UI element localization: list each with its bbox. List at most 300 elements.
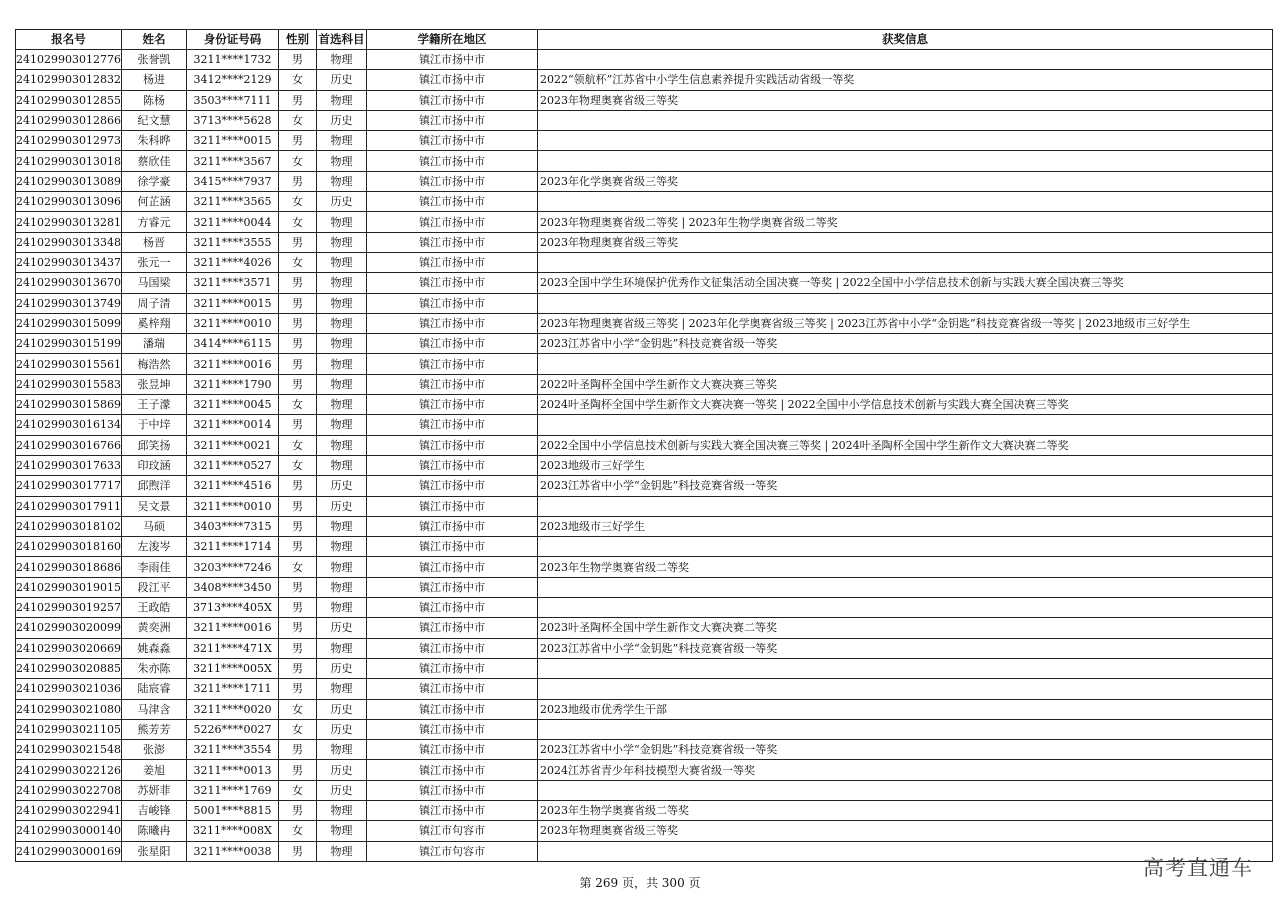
table-row bbox=[16, 496, 1273, 516]
gender-cell: 男 bbox=[278, 374, 316, 394]
awards-cell bbox=[537, 496, 1272, 516]
id-no-cell: 3211****0044 bbox=[186, 212, 278, 232]
reg-no-cell: 241029903012855 bbox=[16, 90, 122, 110]
gender-cell: 女 bbox=[278, 252, 316, 272]
name-cell: 王政皓 bbox=[121, 598, 186, 618]
reg-no-cell: 241029903021548 bbox=[16, 740, 122, 760]
table-row bbox=[16, 800, 1273, 820]
subject-cell: 物理 bbox=[316, 598, 366, 618]
awards-cell bbox=[537, 131, 1272, 151]
awards-cell bbox=[537, 50, 1272, 70]
subject-cell: 物理 bbox=[316, 577, 366, 597]
id-no-cell: 3503****7111 bbox=[186, 90, 278, 110]
table-row bbox=[16, 354, 1273, 374]
table-row bbox=[16, 699, 1273, 719]
gender-cell: 男 bbox=[278, 800, 316, 820]
name-cell: 方睿元 bbox=[121, 212, 186, 232]
gender-cell: 男 bbox=[278, 679, 316, 699]
table-row bbox=[16, 171, 1273, 191]
reg-no-cell: 241029903019257 bbox=[16, 598, 122, 618]
awards-cell: 2023年物理奥赛省级三等奖 bbox=[537, 90, 1272, 110]
gender-cell: 男 bbox=[278, 658, 316, 678]
name-cell: 邱煦洋 bbox=[121, 476, 186, 496]
subject-cell: 历史 bbox=[316, 719, 366, 739]
name-cell: 杨进 bbox=[121, 70, 186, 90]
name-cell: 邱笑扬 bbox=[121, 435, 186, 455]
table-row bbox=[16, 313, 1273, 333]
region-cell: 镇江市扬中市 bbox=[366, 760, 537, 780]
table-row bbox=[16, 212, 1273, 232]
subject-cell: 物理 bbox=[316, 435, 366, 455]
table-row bbox=[16, 841, 1273, 861]
reg-no-cell: 241029903022126 bbox=[16, 760, 122, 780]
id-no-cell: 3211****0014 bbox=[186, 415, 278, 435]
table-row bbox=[16, 110, 1273, 130]
gender-cell: 女 bbox=[278, 435, 316, 455]
header-gender: 性别 bbox=[278, 30, 316, 50]
subject-cell: 物理 bbox=[316, 374, 366, 394]
name-cell: 于中垶 bbox=[121, 415, 186, 435]
id-no-cell: 3211****0013 bbox=[186, 760, 278, 780]
awards-cell: 2023年物理奥赛省级三等奖 bbox=[537, 232, 1272, 252]
reg-no-cell: 241029903021036 bbox=[16, 679, 122, 699]
id-no-cell: 3713****5628 bbox=[186, 110, 278, 130]
header-id-no: 身份证号码 bbox=[186, 30, 278, 50]
name-cell: 徐学豪 bbox=[121, 171, 186, 191]
id-no-cell: 3408****3450 bbox=[186, 577, 278, 597]
awards-cell: 2023年物理奥赛省级三等奖 bbox=[537, 821, 1272, 841]
gender-cell: 男 bbox=[278, 334, 316, 354]
awards-cell: 2023江苏省中小学“金钥匙”科技竞赛省级一等奖 bbox=[537, 638, 1272, 658]
id-no-cell: 5226****0027 bbox=[186, 719, 278, 739]
reg-no-cell: 241029903021080 bbox=[16, 699, 122, 719]
region-cell: 镇江市句容市 bbox=[366, 821, 537, 841]
reg-no-cell: 241029903015583 bbox=[16, 374, 122, 394]
gender-cell: 女 bbox=[278, 821, 316, 841]
table-row bbox=[16, 821, 1273, 841]
table-row bbox=[16, 90, 1273, 110]
table-row bbox=[16, 455, 1273, 475]
table-row bbox=[16, 638, 1273, 658]
name-cell: 奚梓翔 bbox=[121, 313, 186, 333]
name-cell: 杨晋 bbox=[121, 232, 186, 252]
gender-cell: 女 bbox=[278, 719, 316, 739]
gender-cell: 女 bbox=[278, 395, 316, 415]
name-cell: 姜旭 bbox=[121, 760, 186, 780]
reg-no-cell: 241029903019015 bbox=[16, 577, 122, 597]
region-cell: 镇江市扬中市 bbox=[366, 90, 537, 110]
region-cell: 镇江市扬中市 bbox=[366, 679, 537, 699]
subject-cell: 物理 bbox=[316, 395, 366, 415]
gender-cell: 男 bbox=[278, 293, 316, 313]
region-cell: 镇江市扬中市 bbox=[366, 131, 537, 151]
subject-cell: 物理 bbox=[316, 557, 366, 577]
reg-no-cell: 241029903012776 bbox=[16, 50, 122, 70]
reg-no-cell: 241029903018686 bbox=[16, 557, 122, 577]
gender-cell: 男 bbox=[278, 50, 316, 70]
subject-cell: 物理 bbox=[316, 171, 366, 191]
region-cell: 镇江市扬中市 bbox=[366, 577, 537, 597]
name-cell: 纪文慧 bbox=[121, 110, 186, 130]
id-no-cell: 3211****008X bbox=[186, 821, 278, 841]
gender-cell: 女 bbox=[278, 212, 316, 232]
table-row bbox=[16, 435, 1273, 455]
id-no-cell: 3211****0016 bbox=[186, 618, 278, 638]
table-row bbox=[16, 598, 1273, 618]
subject-cell: 历史 bbox=[316, 780, 366, 800]
reg-no-cell: 241029903018160 bbox=[16, 537, 122, 557]
subject-cell: 历史 bbox=[316, 699, 366, 719]
subject-cell: 物理 bbox=[316, 313, 366, 333]
reg-no-cell: 241029903022708 bbox=[16, 780, 122, 800]
subject-cell: 物理 bbox=[316, 232, 366, 252]
awards-cell: 2024江苏省青少年科技模型大赛省级一等奖 bbox=[537, 760, 1272, 780]
awards-cell: 2023年生物学奥赛省级二等奖 bbox=[537, 557, 1272, 577]
region-cell: 镇江市扬中市 bbox=[366, 780, 537, 800]
reg-no-cell: 241029903020885 bbox=[16, 658, 122, 678]
awards-cell: 2022“领航杯”江苏省中小学生信息素养提升实践活动省级一等奖 bbox=[537, 70, 1272, 90]
table-row bbox=[16, 415, 1273, 435]
reg-no-cell: 241029903018102 bbox=[16, 516, 122, 536]
subject-cell: 物理 bbox=[316, 821, 366, 841]
region-cell: 镇江市扬中市 bbox=[366, 658, 537, 678]
region-cell: 镇江市扬中市 bbox=[366, 598, 537, 618]
reg-no-cell: 241029903013670 bbox=[16, 273, 122, 293]
region-cell: 镇江市扬中市 bbox=[366, 374, 537, 394]
awards-cell: 2023叶圣陶杯全国中学生新作文大赛决赛二等奖 bbox=[537, 618, 1272, 638]
region-cell: 镇江市扬中市 bbox=[366, 537, 537, 557]
id-no-cell: 3412****2129 bbox=[186, 70, 278, 90]
id-no-cell: 3211****0015 bbox=[186, 131, 278, 151]
awards-cell: 2023江苏省中小学“金钥匙”科技竞赛省级一等奖 bbox=[537, 334, 1272, 354]
name-cell: 印玟涵 bbox=[121, 455, 186, 475]
gender-cell: 男 bbox=[278, 598, 316, 618]
id-no-cell: 3211****3571 bbox=[186, 273, 278, 293]
name-cell: 张澎 bbox=[121, 740, 186, 760]
name-cell: 张誉凯 bbox=[121, 50, 186, 70]
region-cell: 镇江市扬中市 bbox=[366, 476, 537, 496]
awards-cell bbox=[537, 192, 1272, 212]
region-cell: 镇江市扬中市 bbox=[366, 557, 537, 577]
subject-cell: 物理 bbox=[316, 537, 366, 557]
id-no-cell: 3211****0021 bbox=[186, 435, 278, 455]
id-no-cell: 3403****7315 bbox=[186, 516, 278, 536]
awards-cell bbox=[537, 577, 1272, 597]
gender-cell: 女 bbox=[278, 70, 316, 90]
awards-cell bbox=[537, 537, 1272, 557]
subject-cell: 物理 bbox=[316, 151, 366, 171]
header-region: 学籍所在地区 bbox=[366, 30, 537, 50]
reg-no-cell: 241029903013018 bbox=[16, 151, 122, 171]
gender-cell: 男 bbox=[278, 618, 316, 638]
reg-no-cell: 241029903017911 bbox=[16, 496, 122, 516]
gender-cell: 男 bbox=[278, 476, 316, 496]
table-row bbox=[16, 151, 1273, 171]
region-cell: 镇江市扬中市 bbox=[366, 252, 537, 272]
gender-cell: 女 bbox=[278, 557, 316, 577]
reg-no-cell: 241029903013437 bbox=[16, 252, 122, 272]
id-no-cell: 3211****471X bbox=[186, 638, 278, 658]
region-cell: 镇江市扬中市 bbox=[366, 192, 537, 212]
region-cell: 镇江市扬中市 bbox=[366, 496, 537, 516]
gender-cell: 女 bbox=[278, 151, 316, 171]
gender-cell: 女 bbox=[278, 455, 316, 475]
id-no-cell: 3211****0020 bbox=[186, 699, 278, 719]
region-cell: 镇江市扬中市 bbox=[366, 699, 537, 719]
id-no-cell: 3211****3565 bbox=[186, 192, 278, 212]
header-row bbox=[16, 30, 1273, 50]
table-row bbox=[16, 395, 1273, 415]
id-no-cell: 3211****0016 bbox=[186, 354, 278, 374]
reg-no-cell: 241029903013096 bbox=[16, 192, 122, 212]
name-cell: 张星阳 bbox=[121, 841, 186, 861]
name-cell: 何芷涵 bbox=[121, 192, 186, 212]
name-cell: 周子清 bbox=[121, 293, 186, 313]
id-no-cell: 3211****0045 bbox=[186, 395, 278, 415]
region-cell: 镇江市扬中市 bbox=[366, 800, 537, 820]
region-cell: 镇江市扬中市 bbox=[366, 70, 537, 90]
gender-cell: 男 bbox=[278, 232, 316, 252]
table-row bbox=[16, 679, 1273, 699]
name-cell: 马国梁 bbox=[121, 273, 186, 293]
subject-cell: 历史 bbox=[316, 618, 366, 638]
reg-no-cell: 241029903015199 bbox=[16, 334, 122, 354]
id-no-cell: 3211****0010 bbox=[186, 313, 278, 333]
region-cell: 镇江市扬中市 bbox=[366, 110, 537, 130]
awards-cell: 2023江苏省中小学“金钥匙”科技竞赛省级一等奖 bbox=[537, 740, 1272, 760]
id-no-cell: 3211****4026 bbox=[186, 252, 278, 272]
subject-cell: 物理 bbox=[316, 252, 366, 272]
gender-cell: 男 bbox=[278, 841, 316, 861]
subject-cell: 物理 bbox=[316, 740, 366, 760]
awards-cell bbox=[537, 110, 1272, 130]
region-cell: 镇江市扬中市 bbox=[366, 516, 537, 536]
reg-no-cell: 241029903021105 bbox=[16, 719, 122, 739]
subject-cell: 物理 bbox=[316, 800, 366, 820]
awards-cell: 2023年物理奥赛省级三等奖 | 2023年化学奥赛省级三等奖 | 2023江苏省中小学“金钥匙”科技竞赛省级一等奖 | 2023地级市三好学生 bbox=[537, 313, 1272, 333]
id-no-cell: 3211****3555 bbox=[186, 232, 278, 252]
gender-cell: 男 bbox=[278, 354, 316, 374]
region-cell: 镇江市扬中市 bbox=[366, 354, 537, 374]
id-no-cell: 3211****1714 bbox=[186, 537, 278, 557]
id-no-cell: 3415****7937 bbox=[186, 171, 278, 191]
table-row bbox=[16, 760, 1273, 780]
reg-no-cell: 241029903015561 bbox=[16, 354, 122, 374]
subject-cell: 物理 bbox=[316, 212, 366, 232]
region-cell: 镇江市扬中市 bbox=[366, 151, 537, 171]
header-subject: 首选科目 bbox=[316, 30, 366, 50]
region-cell: 镇江市扬中市 bbox=[366, 171, 537, 191]
subject-cell: 物理 bbox=[316, 638, 366, 658]
subject-cell: 物理 bbox=[316, 354, 366, 374]
awards-cell bbox=[537, 719, 1272, 739]
id-no-cell: 3211****0015 bbox=[186, 293, 278, 313]
table-row bbox=[16, 557, 1273, 577]
header-name: 姓名 bbox=[121, 30, 186, 50]
name-cell: 姚森淼 bbox=[121, 638, 186, 658]
reg-no-cell: 241029903000140 bbox=[16, 821, 122, 841]
reg-no-cell: 241029903016766 bbox=[16, 435, 122, 455]
reg-no-cell: 241029903020669 bbox=[16, 638, 122, 658]
id-no-cell: 3211****1732 bbox=[186, 50, 278, 70]
name-cell: 马硕 bbox=[121, 516, 186, 536]
id-no-cell: 3414****6115 bbox=[186, 334, 278, 354]
reg-no-cell: 241029903012832 bbox=[16, 70, 122, 90]
table-row bbox=[16, 252, 1273, 272]
table-row bbox=[16, 577, 1273, 597]
table-row bbox=[16, 618, 1273, 638]
reg-no-cell: 241029903012973 bbox=[16, 131, 122, 151]
subject-cell: 历史 bbox=[316, 658, 366, 678]
header-reg-no: 报名号 bbox=[16, 30, 122, 50]
region-cell: 镇江市扬中市 bbox=[366, 395, 537, 415]
header-awards: 获奖信息 bbox=[537, 30, 1272, 50]
awards-cell: 2022叶圣陶杯全国中学生新作文大赛决赛三等奖 bbox=[537, 374, 1272, 394]
reg-no-cell: 241029903015099 bbox=[16, 313, 122, 333]
admissions-table bbox=[15, 29, 1273, 862]
id-no-cell: 3211****0038 bbox=[186, 841, 278, 861]
reg-no-cell: 241029903015869 bbox=[16, 395, 122, 415]
subject-cell: 物理 bbox=[316, 679, 366, 699]
id-no-cell: 3211****1711 bbox=[186, 679, 278, 699]
awards-cell bbox=[537, 415, 1272, 435]
name-cell: 潘瑞 bbox=[121, 334, 186, 354]
subject-cell: 历史 bbox=[316, 760, 366, 780]
awards-cell bbox=[537, 252, 1272, 272]
region-cell: 镇江市扬中市 bbox=[366, 618, 537, 638]
table-row bbox=[16, 70, 1273, 90]
subject-cell: 历史 bbox=[316, 70, 366, 90]
region-cell: 镇江市句容市 bbox=[366, 841, 537, 861]
gender-cell: 男 bbox=[278, 740, 316, 760]
subject-cell: 物理 bbox=[316, 334, 366, 354]
id-no-cell: 5001****8815 bbox=[186, 800, 278, 820]
name-cell: 李雨佳 bbox=[121, 557, 186, 577]
id-no-cell: 3713****405X bbox=[186, 598, 278, 618]
gender-cell: 男 bbox=[278, 171, 316, 191]
region-cell: 镇江市扬中市 bbox=[366, 293, 537, 313]
subject-cell: 物理 bbox=[316, 516, 366, 536]
region-cell: 镇江市扬中市 bbox=[366, 638, 537, 658]
subject-cell: 物理 bbox=[316, 90, 366, 110]
name-cell: 苏妍菲 bbox=[121, 780, 186, 800]
subject-cell: 历史 bbox=[316, 496, 366, 516]
id-no-cell: 3211****0527 bbox=[186, 455, 278, 475]
subject-cell: 历史 bbox=[316, 110, 366, 130]
table-row bbox=[16, 334, 1273, 354]
page-number: 第 269 页，共 300 页 bbox=[579, 876, 701, 890]
name-cell: 陆宸睿 bbox=[121, 679, 186, 699]
id-no-cell: 3211****005X bbox=[186, 658, 278, 678]
awards-cell bbox=[537, 780, 1272, 800]
name-cell: 马津含 bbox=[121, 699, 186, 719]
gender-cell: 男 bbox=[278, 496, 316, 516]
region-cell: 镇江市扬中市 bbox=[366, 435, 537, 455]
reg-no-cell: 241029903017717 bbox=[16, 476, 122, 496]
gender-cell: 男 bbox=[278, 760, 316, 780]
region-cell: 镇江市扬中市 bbox=[366, 50, 537, 70]
region-cell: 镇江市扬中市 bbox=[366, 455, 537, 475]
name-cell: 吴文景 bbox=[121, 496, 186, 516]
name-cell: 梅浩然 bbox=[121, 354, 186, 374]
name-cell: 朱亦陈 bbox=[121, 658, 186, 678]
subject-cell: 历史 bbox=[316, 476, 366, 496]
region-cell: 镇江市扬中市 bbox=[366, 232, 537, 252]
name-cell: 张元一 bbox=[121, 252, 186, 272]
gender-cell: 男 bbox=[278, 273, 316, 293]
watermark-logo: 高考直通车 bbox=[1143, 856, 1253, 880]
id-no-cell: 3211****0010 bbox=[186, 496, 278, 516]
name-cell: 张昱坤 bbox=[121, 374, 186, 394]
awards-cell: 2022全国中小学信息技术创新与实践大赛全国决赛三等奖 | 2024叶圣陶杯全国中学生新作文大赛决赛二等奖 bbox=[537, 435, 1272, 455]
subject-cell: 历史 bbox=[316, 192, 366, 212]
gender-cell: 男 bbox=[278, 415, 316, 435]
table-row bbox=[16, 719, 1273, 739]
name-cell: 熊芳芳 bbox=[121, 719, 186, 739]
awards-cell: 2024叶圣陶杯全国中学生新作文大赛决赛一等奖 | 2022全国中小学信息技术创新与实践大赛全国决赛三等奖 bbox=[537, 395, 1272, 415]
region-cell: 镇江市扬中市 bbox=[366, 212, 537, 232]
awards-cell: 2023地级市优秀学生干部 bbox=[537, 699, 1272, 719]
awards-cell: 2023年物理奥赛省级二等奖 | 2023年生物学奥赛省级二等奖 bbox=[537, 212, 1272, 232]
id-no-cell: 3211****1769 bbox=[186, 780, 278, 800]
table-row bbox=[16, 131, 1273, 151]
table-row bbox=[16, 476, 1273, 496]
subject-cell: 物理 bbox=[316, 50, 366, 70]
gender-cell: 男 bbox=[278, 313, 316, 333]
region-cell: 镇江市扬中市 bbox=[366, 740, 537, 760]
region-cell: 镇江市扬中市 bbox=[366, 415, 537, 435]
gender-cell: 男 bbox=[278, 638, 316, 658]
id-no-cell: 3203****7246 bbox=[186, 557, 278, 577]
reg-no-cell: 241029903022941 bbox=[16, 800, 122, 820]
gender-cell: 男 bbox=[278, 516, 316, 536]
table-row bbox=[16, 293, 1273, 313]
subject-cell: 物理 bbox=[316, 415, 366, 435]
name-cell: 吉峻锋 bbox=[121, 800, 186, 820]
reg-no-cell: 241029903013348 bbox=[16, 232, 122, 252]
subject-cell: 物理 bbox=[316, 273, 366, 293]
id-no-cell: 3211****4516 bbox=[186, 476, 278, 496]
table-row bbox=[16, 516, 1273, 536]
name-cell: 朱科晔 bbox=[121, 131, 186, 151]
name-cell: 黄奕洲 bbox=[121, 618, 186, 638]
subject-cell: 物理 bbox=[316, 841, 366, 861]
name-cell: 王子濛 bbox=[121, 395, 186, 415]
reg-no-cell: 241029903000169 bbox=[16, 841, 122, 861]
awards-cell bbox=[537, 151, 1272, 171]
name-cell: 陈曦冉 bbox=[121, 821, 186, 841]
id-no-cell: 3211****3554 bbox=[186, 740, 278, 760]
gender-cell: 男 bbox=[278, 131, 316, 151]
name-cell: 左浚岑 bbox=[121, 537, 186, 557]
awards-cell: 2023地级市三好学生 bbox=[537, 516, 1272, 536]
awards-cell: 2023全国中学生环境保护优秀作文征集活动全国决赛一等奖 | 2022全国中小学信息技术创新与实践大赛全国决赛三等奖 bbox=[537, 273, 1272, 293]
reg-no-cell: 241029903013281 bbox=[16, 212, 122, 232]
table-row bbox=[16, 232, 1273, 252]
reg-no-cell: 241029903020099 bbox=[16, 618, 122, 638]
table-row bbox=[16, 273, 1273, 293]
awards-cell: 2023地级市三好学生 bbox=[537, 455, 1272, 475]
table-row bbox=[16, 192, 1273, 212]
table-row bbox=[16, 740, 1273, 760]
table-row bbox=[16, 50, 1273, 70]
id-no-cell: 3211****1790 bbox=[186, 374, 278, 394]
reg-no-cell: 241029903016134 bbox=[16, 415, 122, 435]
gender-cell: 女 bbox=[278, 699, 316, 719]
subject-cell: 物理 bbox=[316, 455, 366, 475]
name-cell: 蔡欣佳 bbox=[121, 151, 186, 171]
table-row bbox=[16, 374, 1273, 394]
